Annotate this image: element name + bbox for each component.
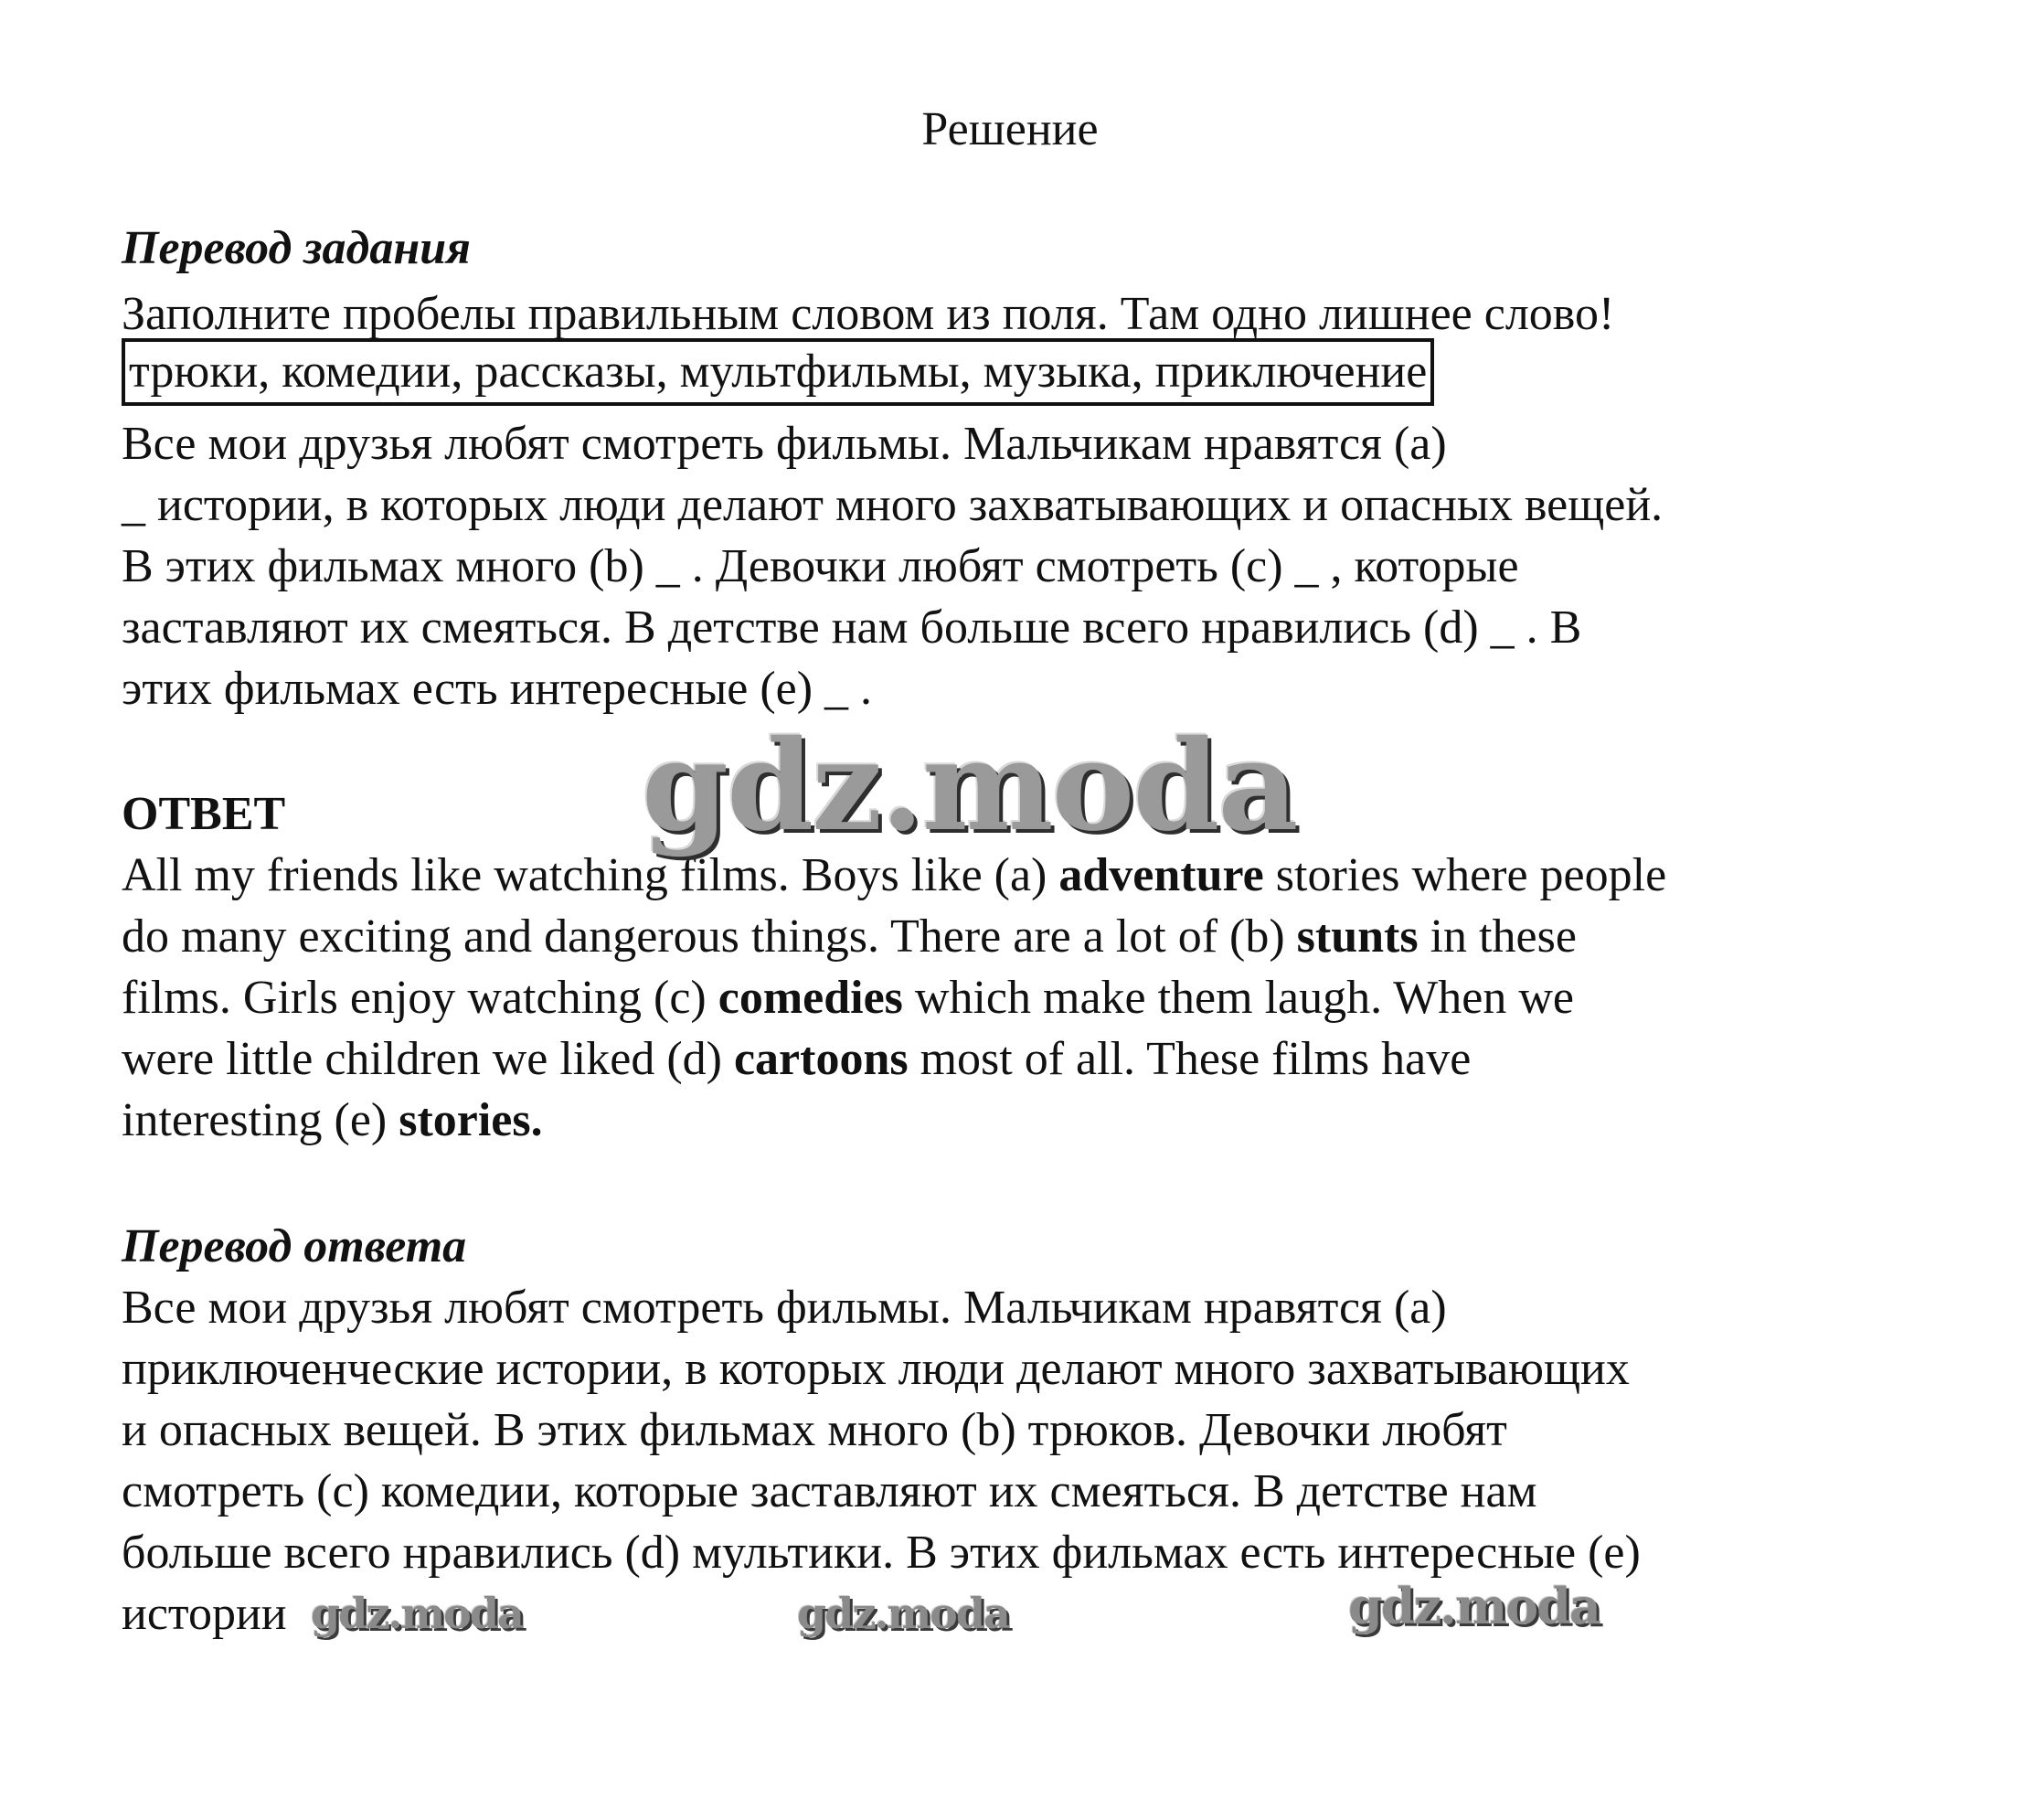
task-translation-heading: Перевод задания bbox=[122, 222, 471, 274]
answer-text-segment: interesting (e) bbox=[122, 1094, 399, 1146]
translation-line: Все мои друзья любят смотреть фильмы. Мальчикам нравятся (a) bbox=[122, 1282, 1447, 1334]
translation-line: приключенческие истории, в которых люди делают много захватывающих bbox=[122, 1343, 1630, 1395]
watermark-logo: gdz.moda bbox=[797, 1589, 1009, 1638]
task-instruction bbox=[122, 283, 1931, 345]
task-line: этих фильмах есть интересные (e) _ . bbox=[122, 663, 873, 715]
watermark-logo: gdz.moda bbox=[1348, 1577, 1600, 1635]
answer-text-segment: most of all. These films have bbox=[908, 1033, 1472, 1085]
answer-line bbox=[122, 906, 1931, 967]
translation-line: больше всего нравились (d) мультики. В этих фильмах есть интересные (e) bbox=[122, 1527, 1641, 1579]
answer-word-d: cartoons bbox=[733, 1033, 909, 1085]
translation-line: истории bbox=[122, 1588, 287, 1640]
answer-text bbox=[122, 845, 1931, 1151]
task-text bbox=[122, 413, 1931, 719]
answer-text-segment: which make them laugh. When we bbox=[902, 972, 1574, 1024]
watermark-logo: gdz.moda bbox=[642, 713, 1297, 859]
answer-line bbox=[122, 1028, 1931, 1090]
answer-translation-heading: Перевод ответа bbox=[122, 1220, 467, 1272]
answer-word-c: comedies bbox=[718, 972, 903, 1024]
task-line: В этих фильмах много (b) _ . Девочки любят смотреть (c) _ , которые bbox=[122, 540, 1519, 592]
answer-text-segment: films. Girls enjoy watching (c) bbox=[122, 972, 718, 1024]
page-title: Решение bbox=[921, 103, 1099, 155]
translation-line: смотреть (c) комедии, которые заставляют их смеяться. В детстве нам bbox=[122, 1465, 1537, 1517]
answer-line bbox=[122, 1090, 1931, 1151]
answer-word-a: adventure bbox=[1058, 849, 1264, 901]
instruction-line: Заполните пробелы правильным словом из поля. Там одно лишнее слово! bbox=[122, 288, 1615, 340]
answer-text-segment: stories where people bbox=[1263, 849, 1667, 901]
watermark-logo: gdz.moda bbox=[311, 1589, 523, 1638]
answer-text-segment: were little children we liked (d) bbox=[122, 1033, 734, 1085]
answer-text-segment: in these bbox=[1418, 910, 1577, 963]
answer-text-segment: do many exciting and dangerous things. There are a lot of (b) bbox=[122, 910, 1297, 963]
task-line: _ истории, в которых люди делают много захватывающих и опасных вещей. bbox=[122, 479, 1664, 531]
answer-text-segment: All my friends like watching films. Boys like (a) bbox=[122, 849, 1059, 901]
word-box: трюки, комедии, рассказы, мультфильмы, музыка, приключение bbox=[122, 338, 1434, 406]
answer-line bbox=[122, 967, 1931, 1028]
translation-line: и опасных вещей. В этих фильмах много (b) трюков. Девочки любят bbox=[122, 1404, 1507, 1456]
answer-word-b: stunts bbox=[1296, 910, 1419, 963]
task-line: Все мои друзья любят смотреть фильмы. Мальчикам нравятся (a) bbox=[122, 418, 1447, 470]
answer-word-e: stories. bbox=[399, 1094, 543, 1146]
answer-heading: ОТВЕТ bbox=[122, 788, 286, 840]
task-line: заставляют их смеяться. В детстве нам больше всего нравились (d) _ . В bbox=[122, 601, 1582, 654]
